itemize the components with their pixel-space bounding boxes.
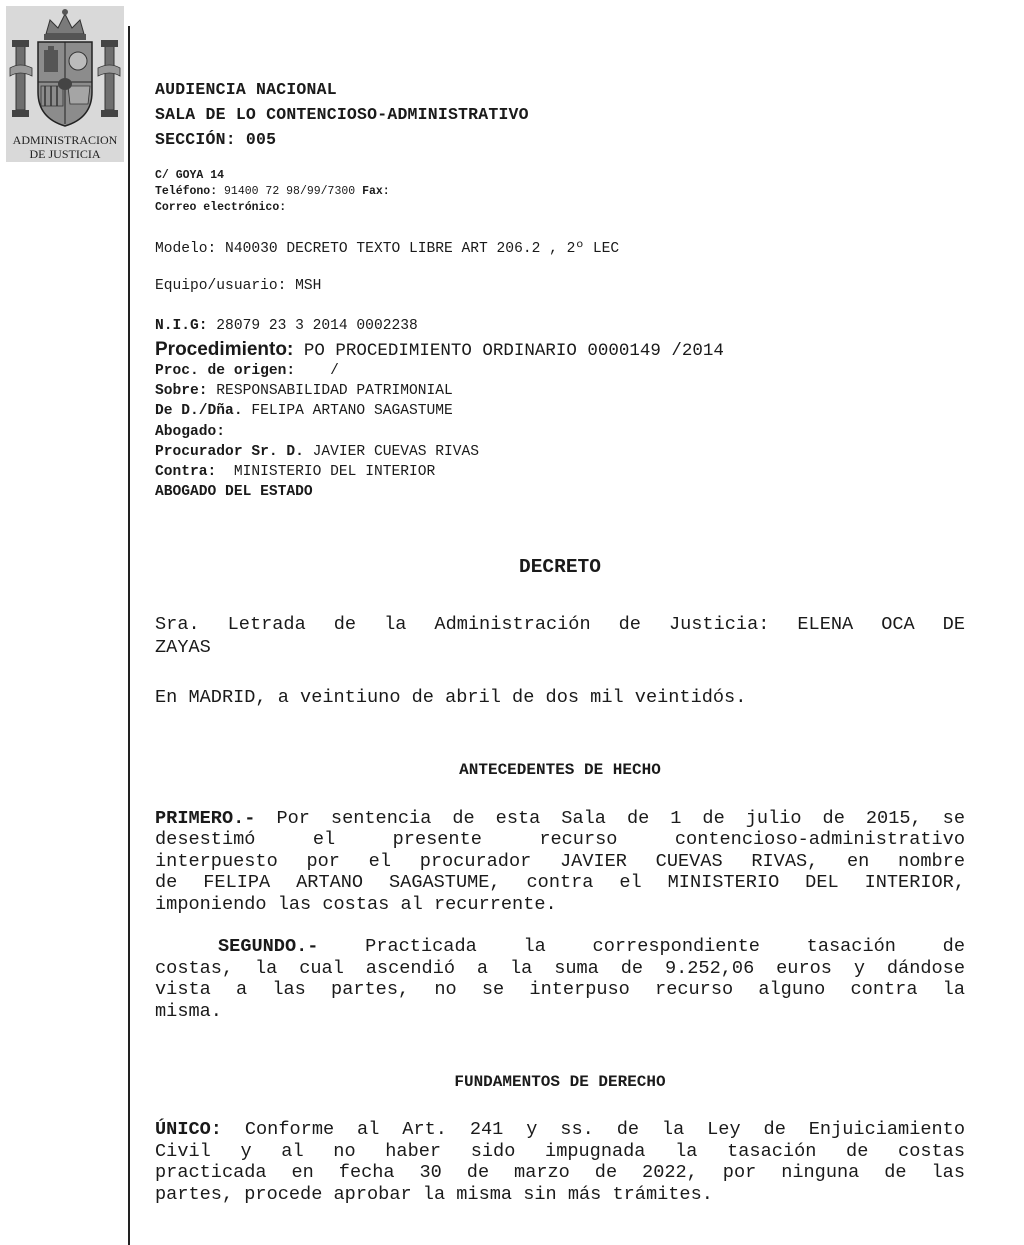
logo-caption-line1: ADMINISTRACION xyxy=(12,133,118,147)
segundo-label: SEGUNDO.- xyxy=(218,936,319,957)
document-title: DECRETO xyxy=(519,556,601,578)
nig-label: N.I.G: xyxy=(155,318,208,334)
sobre-value: RESPONSABILIDAD PATRIMONIAL xyxy=(207,383,453,399)
unico-line-1 xyxy=(155,1119,965,1141)
origen-value: / xyxy=(295,363,339,379)
logo-caption-line2: DE JUSTICIA xyxy=(29,147,101,161)
letrada-line-1: Sra. Letrada de la Administración de Justicia: ELENA OCA DE xyxy=(155,614,965,635)
primero-line-5: imponiendo las costas al recurrente. xyxy=(155,894,557,915)
segundo-line-2: costas, la cual ascendió a la suma de 9.252,06 euros y dándose xyxy=(155,958,965,979)
primero-line-2: desestimó el presente recurso contencioso-administrativo xyxy=(155,829,965,850)
modelo-line: Modelo: N40030 DECRETO TEXTO LIBRE ART 206.2 , 2º LEC xyxy=(155,241,620,257)
abogado-label: Abogado: xyxy=(155,424,226,440)
antecedentes-heading: ANTECEDENTES DE HECHO xyxy=(459,761,661,779)
procedimiento-value: PO PROCEDIMIENTO ORDINARIO 0000149 /2014 xyxy=(293,341,724,361)
fundamentos-heading: FUNDAMENTOS DE DERECHO xyxy=(454,1073,666,1091)
phone-value: 91400 72 98/99/7300 xyxy=(217,185,363,198)
demandante-line xyxy=(155,403,453,419)
segundo-text-1: Practicada la correspondiente tasación de xyxy=(318,936,965,957)
equipo-line: Equipo/usuario: MSH xyxy=(155,278,322,294)
primero-label: PRIMERO.- xyxy=(155,808,256,829)
abogado-line xyxy=(155,424,225,440)
court-name: AUDIENCIA NACIONAL xyxy=(155,80,337,99)
origen-label: Proc. de origen: xyxy=(155,363,296,379)
segundo-line-3: vista a las partes, no se interpuso recurso alguno contra la xyxy=(155,979,965,1000)
primero-text-1: Por sentencia de esta Sala de 1 de julio de 2015, se xyxy=(255,808,965,829)
sobre-label: Sobre: xyxy=(155,383,208,399)
unico-line-4: partes, procede aprobar la misma sin más trámites. xyxy=(155,1184,713,1205)
left-margin-rule xyxy=(128,26,130,1245)
unico-line-3: practicada en fecha 30 de marzo de 2022, por ninguna de las xyxy=(155,1162,965,1183)
unico-text-1: Conforme al Art. 241 y ss. de la Ley de Enjuiciamiento xyxy=(221,1119,965,1140)
phone-label: Teléfono: xyxy=(155,185,218,198)
contra-line xyxy=(155,464,435,480)
segundo-line-1 xyxy=(218,936,965,958)
email-label: Correo electrónico: xyxy=(155,201,287,214)
sobre-line xyxy=(155,383,453,399)
demandante-label: De D./Dña. xyxy=(155,403,243,419)
procurador-value: JAVIER CUEVAS RIVAS xyxy=(303,444,480,460)
nig-line xyxy=(155,318,418,334)
chamber-name: SALA DE LO CONTENCIOSO-ADMINISTRATIVO xyxy=(155,105,529,124)
address: C/ GOYA 14 xyxy=(155,169,225,182)
email-line xyxy=(155,201,286,214)
unico-label: ÚNICO: xyxy=(155,1119,222,1140)
phone-line xyxy=(155,185,390,198)
procedimiento-line xyxy=(155,339,724,361)
procedimiento-label: Procedimiento: xyxy=(155,339,294,360)
abogado-estado: ABOGADO DEL ESTADO xyxy=(155,484,313,500)
primero-line-3: interpuesto por el procurador JAVIER CUEVAS RIVAS, en nombre xyxy=(155,851,965,872)
primero-line-4: de FELIPA ARTANO SAGASTUME, contra el MINISTERIO DEL INTERIOR, xyxy=(155,872,965,893)
procurador-label: Procurador Sr. D. xyxy=(155,444,304,460)
section-number: SECCIÓN: 005 xyxy=(155,130,277,149)
coat-of-arms-logo xyxy=(6,6,124,162)
procurador-line xyxy=(155,444,479,460)
demandante-value: FELIPA ARTANO SAGASTUME xyxy=(242,403,453,419)
contra-value: MINISTERIO DEL INTERIOR xyxy=(216,464,436,480)
date-line: En MADRID, a veintiuno de abril de dos mil veintidós. xyxy=(155,687,747,708)
coat-of-arms-icon xyxy=(6,6,124,132)
contra-label: Contra: xyxy=(155,464,217,480)
segundo-line-4: misma. xyxy=(155,1001,222,1022)
letrada-line-2: ZAYAS xyxy=(155,637,211,658)
nig-value: 28079 23 3 2014 0002238 xyxy=(207,318,418,334)
fax-label: Fax: xyxy=(362,185,390,198)
unico-line-2: Civil y al no haber sido impugnada la tasación de costas xyxy=(155,1141,965,1162)
primero-line-1 xyxy=(155,808,965,830)
origen-line xyxy=(155,363,339,379)
